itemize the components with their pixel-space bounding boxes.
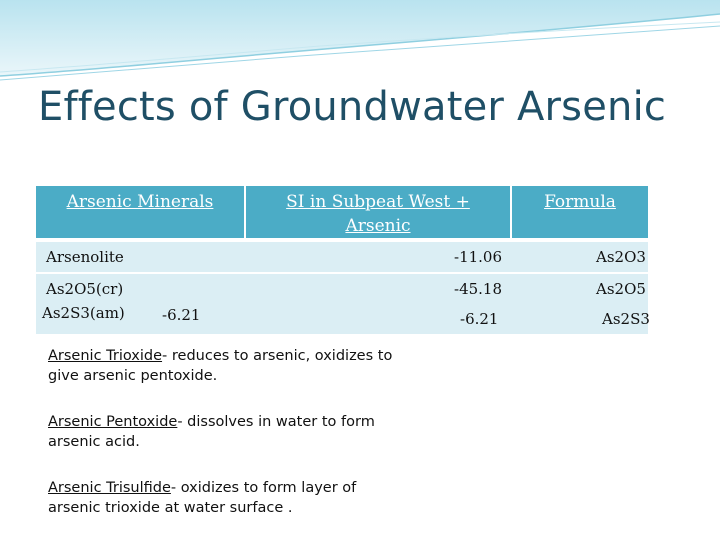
header-cell-si: [246, 186, 510, 238]
mineral-name: As2S3(am): [42, 304, 125, 322]
formula-value: As2O3: [596, 248, 646, 266]
formula-value: As2O5: [596, 280, 646, 298]
header-cell-formula: [512, 186, 648, 238]
si-value: -11.06: [454, 248, 503, 266]
table-row: [36, 274, 648, 334]
header-si: SI in Subpeat West + Arsenic: [286, 192, 470, 236]
header-minerals: Arsenic Minerals: [66, 192, 214, 212]
si-value: -45.18: [454, 280, 503, 298]
table-row: [36, 242, 648, 272]
mineral-extra-value: -6.21: [162, 306, 201, 324]
note-term: Arsenic Trioxide: [48, 348, 163, 364]
notes-list: [48, 346, 408, 544]
header-cell-minerals: [36, 186, 244, 238]
header-formula: Formula: [544, 192, 616, 212]
formula-value: As2S3: [602, 310, 650, 328]
note-item: [48, 478, 408, 518]
si-value: -6.21: [460, 310, 499, 328]
slide-title: Effects of Groundwater Arsenic: [38, 84, 667, 130]
note-item: [48, 412, 408, 452]
note-term: Arsenic Trisulfide: [48, 480, 171, 496]
mineral-name: Arsenolite: [46, 248, 124, 266]
note-text: - oxidizes to form layer of arsenic trioxide at water surface .: [48, 480, 357, 516]
note-item: [48, 346, 408, 386]
note-text: - reduces to arsenic, oxidizes to give arsenic pentoxide.: [48, 348, 393, 384]
decorative-wave-banner: [0, 0, 720, 90]
mineral-name: As2O5(cr): [46, 280, 124, 298]
note-term: Arsenic Pentoxide: [48, 414, 178, 430]
note-text: - dissolves in water to form arsenic acid.: [48, 414, 375, 450]
